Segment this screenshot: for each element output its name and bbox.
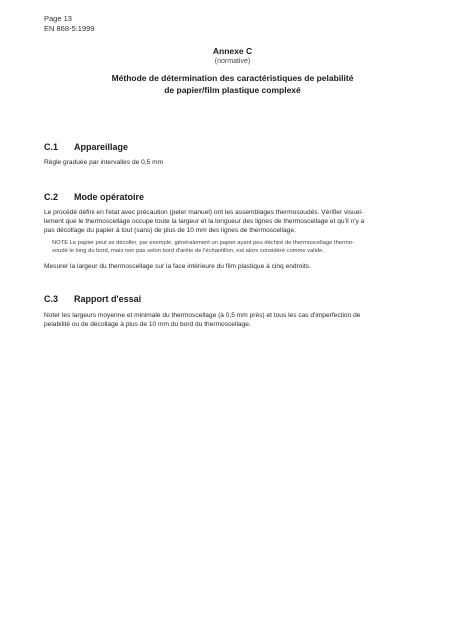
section-title: Rapport d'essai <box>74 294 142 304</box>
section-title: Mode opératoire <box>74 192 145 202</box>
section-number: C.2 <box>44 192 59 202</box>
annex-status: (normative) <box>214 58 251 65</box>
section-number: C.3 <box>44 294 59 304</box>
body-line: lement que le thermoscellage occupe toute la largeur et la longueur des lignes de thermoscellage et qu'il n'y a <box>44 218 365 226</box>
page-number: Page 13 <box>44 14 72 23</box>
annex-title: Annexe C <box>212 46 253 56</box>
section-c2-measure <box>44 262 416 271</box>
section-c2-note <box>52 239 416 255</box>
body-line: Règle graduée par intervalles de 0,5 mm <box>44 159 164 166</box>
section-title: Appareillage <box>74 142 129 152</box>
note-line: NOTE Le papier peut se décoller, par exemple, généralement un papier ayant peu déchiré de thermoscellage thermo- <box>52 240 354 246</box>
section-heading-c3 <box>44 294 141 304</box>
section-c3-body <box>44 311 416 329</box>
note-line: soudé le long du bord, mais non pas selon bord d'arête de l'échantillon, est alors considéré comme valide. <box>52 248 324 254</box>
main-title <box>0 72 465 96</box>
body-line: Le procédé défini en l'etat avec précaution (peler manuel) ont les assemblages thermosoudés. Vérifier visuel- <box>44 209 364 216</box>
standard-reference: EN 868-5:1999 <box>44 24 95 33</box>
main-title-line-1: Méthode de détermination des caractéristiques de pelabilité <box>111 73 354 83</box>
section-heading-c1 <box>44 142 128 152</box>
page-header <box>44 14 94 34</box>
section-c2-body <box>44 208 416 236</box>
section-heading-c2 <box>44 192 144 202</box>
section-c1-body <box>44 158 416 167</box>
body-line: pelabilité ou de décollage à plus de 10 mm du bord du thermoscellage. <box>44 321 251 329</box>
section-number: C.1 <box>44 142 59 152</box>
body-line: Mesurer la largeur du thermoscellage sur la face intérieure du film plastique à cinq endroits. <box>44 263 311 270</box>
body-line: pas décollage du papier à tout (sans) de plus de 10 mm des lignes de thermoscellage. <box>44 227 296 235</box>
body-line: Noter les largeurs moyenne et minimale du thermoscellage (à 0,5 mm près) et tous les cas d'imperfection de <box>44 312 361 319</box>
main-title-line-2: de papier/film plastique complexé <box>164 85 301 95</box>
